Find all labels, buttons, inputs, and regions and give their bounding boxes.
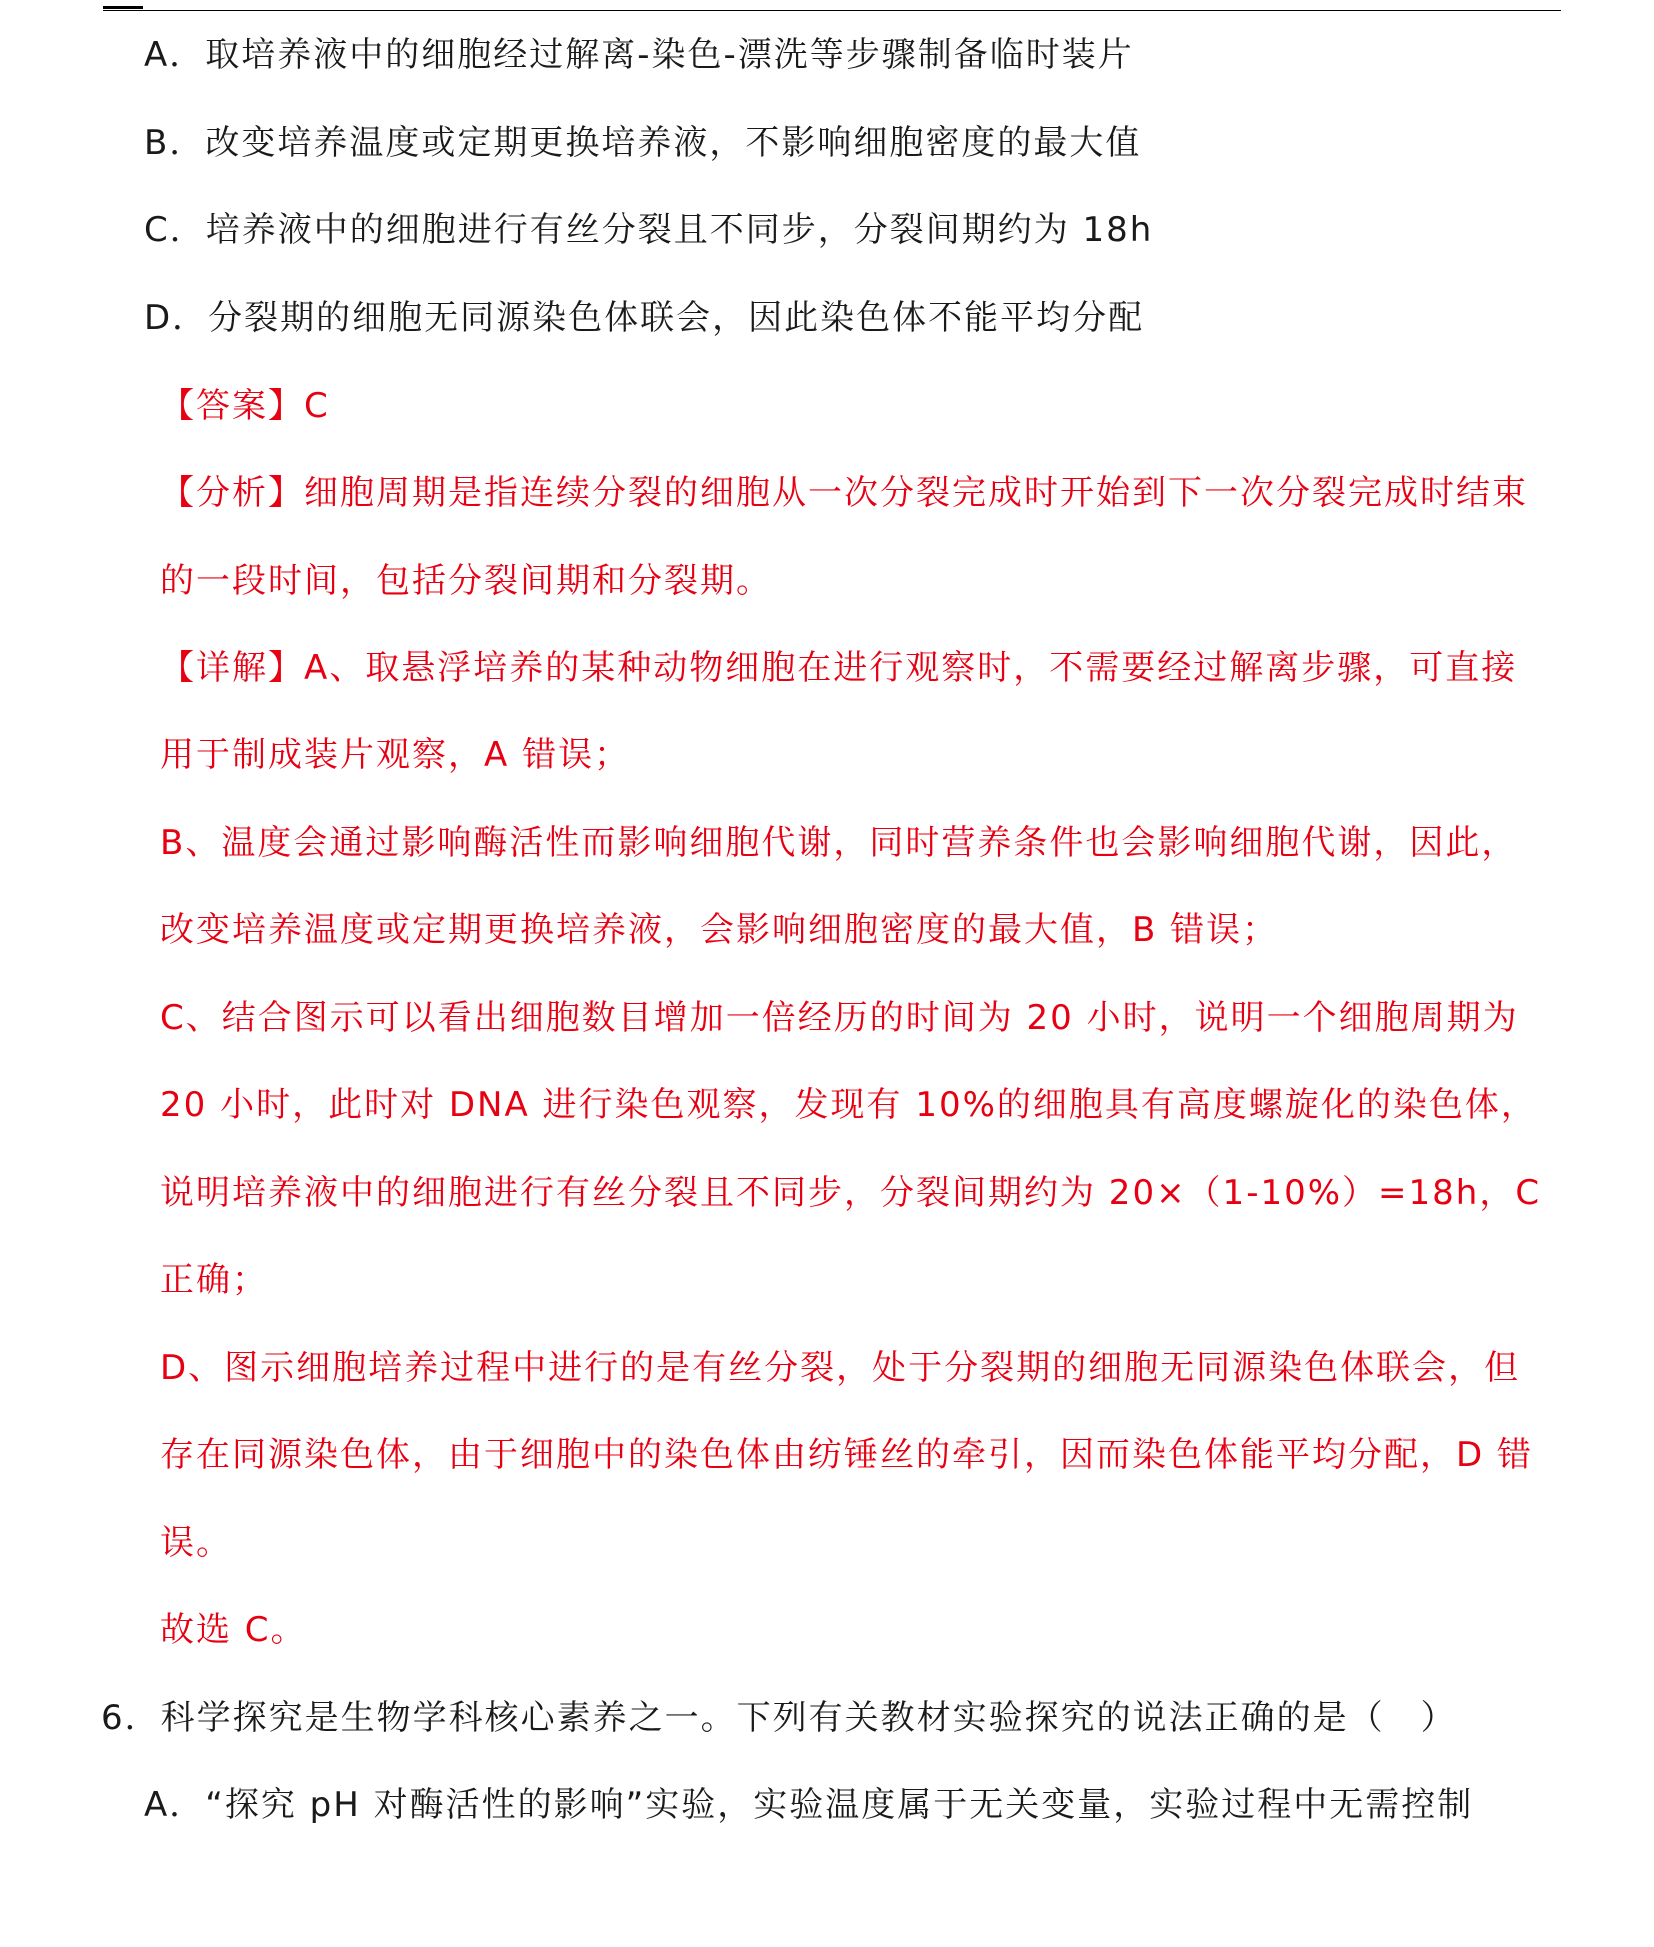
option-c: C．培养液中的细胞进行有丝分裂且不同步，分裂间期约为 18h xyxy=(144,210,1154,250)
detail-c-line-2: 20 小时，此时对 DNA 进行染色观察，发现有 10%的细胞具有高度螺旋化的染色体， xyxy=(160,1085,1537,1125)
detail-a-line-1: 【详解】A、取悬浮培养的某种动物细胞在进行观察时，不需要经过解离步骤，可直接 xyxy=(160,648,1518,688)
detail-d-line-2: 存在同源染色体，由于细胞中的染色体由纺锤丝的牵引，因而染色体能平均分配，D 错 xyxy=(160,1435,1533,1475)
detail-c-line-1: C、结合图示可以看出细胞数目增加一倍经历的时间为 20 小时，说明一个细胞周期为 xyxy=(160,998,1519,1038)
header-rule xyxy=(103,10,1561,11)
option-a: A．取培养液中的细胞经过解离-染色-漂洗等步骤制备临时装片 xyxy=(144,35,1134,75)
question-6-stem: 6．科学探究是生物学科核心素养之一。下列有关教材实验探究的说法正确的是（ ） xyxy=(101,1698,1457,1738)
detail-d-line-1: D、图示细胞培养过程中进行的是有丝分裂，处于分裂期的细胞无同源染色体联会，但 xyxy=(160,1348,1521,1388)
detail-a-line-2: 用于制成装片观察，A 错误； xyxy=(160,735,631,775)
analysis-line-2: 的一段时间，包括分裂间期和分裂期。 xyxy=(160,561,772,601)
detail-d-line-3: 误。 xyxy=(160,1523,232,1563)
detail-b-line-1: B、温度会通过影响酶活性而影响细胞代谢，同时营养条件也会影响细胞代谢，因此， xyxy=(160,823,1518,863)
header-rule-accent xyxy=(103,6,143,9)
detail-c-line-3: 说明培养液中的细胞进行有丝分裂且不同步，分裂间期约为 20×（1-10%）=18h，C xyxy=(160,1173,1542,1213)
conclusion-line: 故选 C。 xyxy=(160,1610,307,1650)
detail-b-line-2: 改变培养温度或定期更换培养液，会影响细胞密度的最大值，B 错误； xyxy=(160,910,1279,950)
answer-line: 【答案】C xyxy=(160,386,330,426)
analysis-line-1: 【分析】细胞周期是指连续分裂的细胞从一次分裂完成时开始到下一次分裂完成时结束 xyxy=(160,473,1528,513)
option-d: D．分裂期的细胞无同源染色体联会，因此染色体不能平均分配 xyxy=(144,298,1145,338)
detail-c-line-4: 正确； xyxy=(160,1260,268,1300)
option-b: B．改变培养温度或定期更换培养液，不影响细胞密度的最大值 xyxy=(144,123,1142,163)
question-6-option-a: A．“探究 pH 对酶活性的影响”实验，实验温度属于无关变量，实验过程中无需控制 xyxy=(144,1785,1474,1825)
